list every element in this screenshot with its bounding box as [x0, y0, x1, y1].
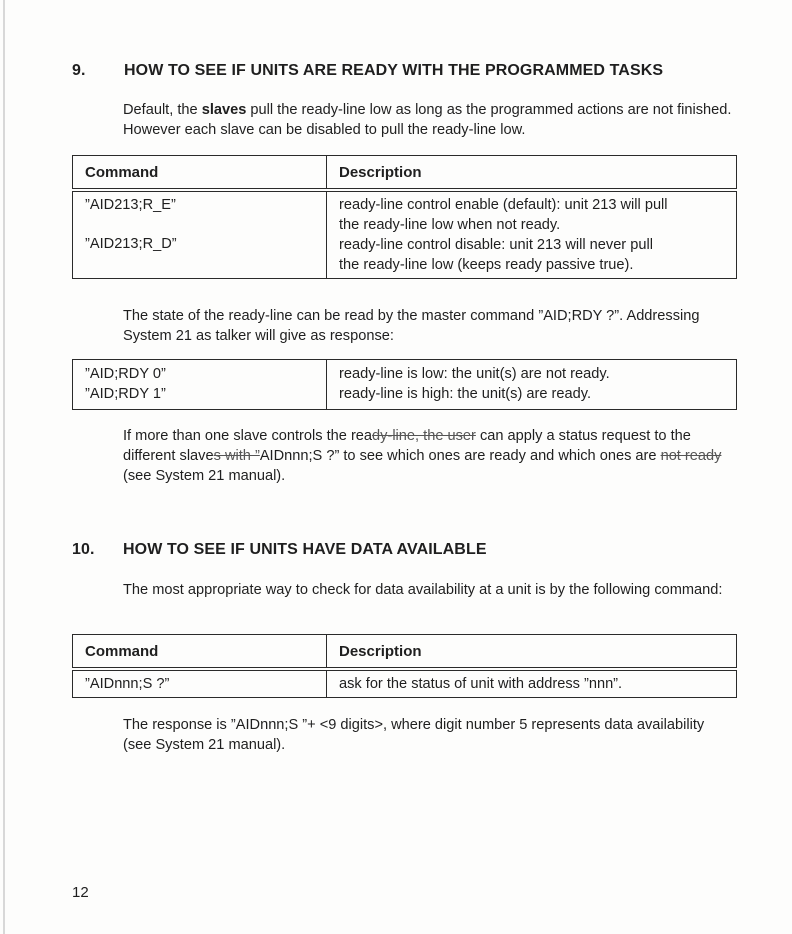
command-cell: ”AIDnnn;S ?” [73, 669, 327, 698]
response-description: ready-line is low: the unit(s) are not ready. [339, 366, 610, 382]
response-format-paragraph: The response is ”AIDnnn;S ”+ <9 digits>, where digit number 5 represents data availability (see System 21 manual). [123, 717, 705, 753]
ready-line-state-paragraph: The state of the ready-line can be read by the master command ”AID;RDY ?”. Addressing System 21 as talker will give as response: [123, 308, 700, 344]
description-line: ready-line control disable: unit 213 will never pull [339, 237, 653, 253]
intro-text-end: pull the ready-line low as long as the programmed actions are not finished. However each slave can be disabled to pull the ready-line low. [123, 102, 732, 138]
ready-line-command-table [72, 155, 737, 279]
table-row [73, 669, 737, 698]
section-9-intro [123, 100, 743, 140]
description-column-header: Description [327, 635, 737, 670]
section-9-heading [72, 62, 752, 84]
command-column-header: Command [73, 635, 327, 670]
description-cell [327, 190, 737, 279]
ready-response-table [72, 359, 737, 410]
table-header-row [73, 156, 737, 191]
section-9-number: 9. [72, 62, 86, 79]
description-line: the ready-line low when not ready. [339, 217, 561, 233]
response-cell [73, 360, 327, 410]
description-column-header: Description [327, 156, 737, 191]
data-available-command-table [72, 634, 737, 698]
strikethrough-text: dy-line, the user [372, 428, 476, 444]
section-10-heading [72, 541, 752, 563]
page-number: 12 [72, 884, 89, 901]
response-value: ”AID;RDY 0” [85, 366, 166, 382]
para-text: AIDnnn;S ?” to see which ones are ready and which ones are [259, 448, 661, 464]
description-cell: ask for the status of unit with address ”nnn”. [327, 669, 737, 698]
response-description-cell [327, 360, 737, 410]
description-line: ready-line control enable (default): unit 213 will pull [339, 197, 668, 213]
multiple-slaves-paragraph [123, 426, 737, 486]
para-text: (see System 21 manual). [123, 468, 286, 484]
command-enable: ”AID213;R_E” [85, 197, 176, 213]
page-edge-shadow [3, 0, 5, 934]
command-disable: ”AID213;R_D” [85, 236, 177, 252]
intro-bold-slaves: slaves [201, 102, 247, 118]
description-line: the ready-line low (keeps ready passive true). [339, 257, 634, 273]
section-10-title: HOW TO SEE IF UNITS HAVE DATA AVAILABLE [123, 541, 487, 558]
section-10-intro: The most appropriate way to check for data availability at a unit is by the following command: [123, 582, 723, 598]
table-row [73, 190, 737, 279]
intro-text-start: Default, the [123, 102, 202, 118]
strikethrough-text: s with ” [213, 448, 260, 464]
para-text: If more than one slave controls the rea [123, 428, 373, 444]
command-column-header: Command [73, 156, 327, 191]
table-header-row [73, 635, 737, 670]
section-10-number: 10. [72, 541, 95, 558]
response-value: ”AID;RDY 1” [85, 386, 166, 402]
strikethrough-text: not ready [660, 448, 722, 464]
response-description: ready-line is high: the unit(s) are ready. [339, 386, 591, 402]
para-text: can apply a status request to the different slave [123, 428, 691, 464]
section-9-title: HOW TO SEE IF UNITS ARE READY WITH THE PROGRAMMED TASKS [124, 62, 664, 79]
table-row [73, 360, 737, 410]
command-cell [73, 190, 327, 279]
